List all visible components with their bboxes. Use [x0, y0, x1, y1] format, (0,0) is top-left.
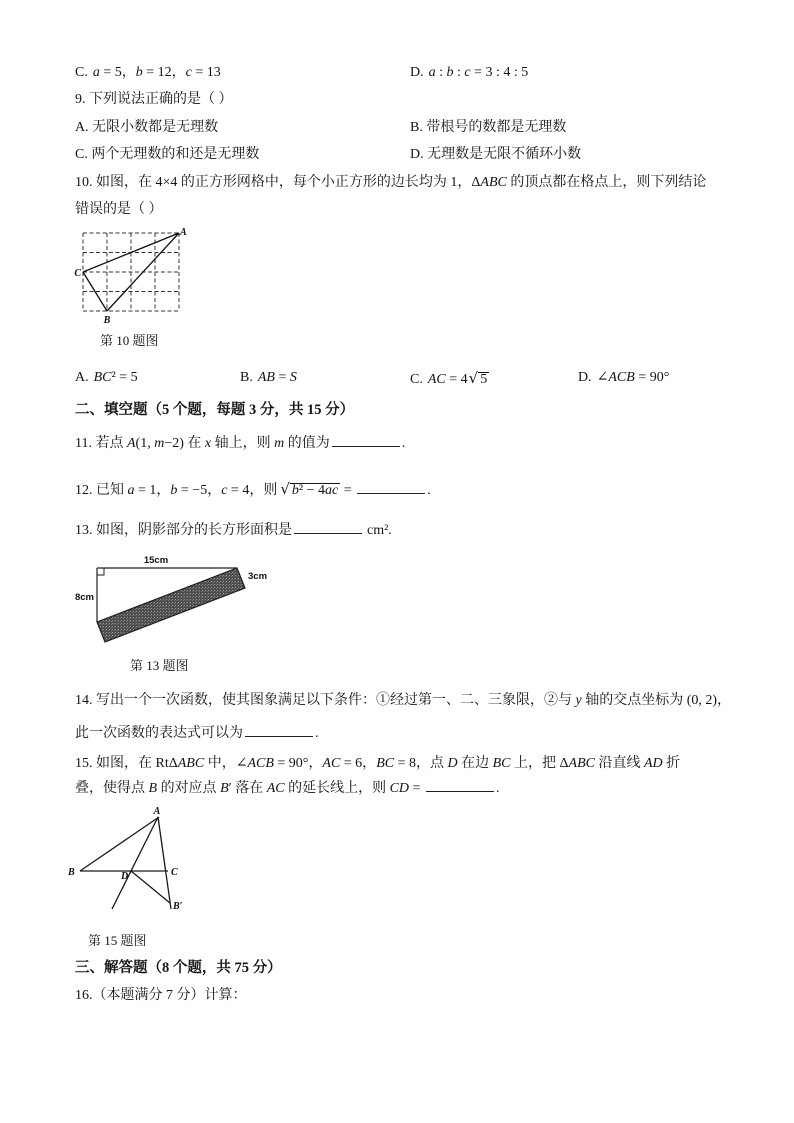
math-variable: y	[575, 693, 582, 708]
option-label: A.	[75, 370, 89, 385]
option-expression: a = 5，b = 12，c = 13	[92, 65, 221, 80]
vertex-label-b: B	[103, 315, 111, 326]
math-variable: c	[185, 65, 192, 80]
question-text: 11. 若点 A(1, m−2) 在 x 轴上，则 m 的值为	[75, 436, 330, 451]
math-variable: CD	[389, 781, 410, 796]
q8-option-c	[75, 63, 221, 83]
q13-rectangle-figure	[70, 548, 280, 650]
math-variable: A	[126, 436, 136, 451]
q10-stem-line-1: 10. 如图，在 4×4 的正方形网格中，每个小正方形的边长均为 1，ΔABC 的顶点都在格点上，则下列结论	[75, 175, 707, 190]
vertex-label-a: A	[180, 227, 187, 238]
q9-option-c: C. 两个无理数的和还是无理数	[75, 147, 260, 162]
question-text: 叠，使得点 B 的对应点 B′ 落在 AC 的延长线上，则 CD =	[75, 781, 421, 796]
option-label: D.	[410, 65, 424, 80]
vertex-label-c: C	[74, 268, 81, 279]
math-variable: AC	[266, 781, 285, 796]
math-variable: a	[127, 483, 135, 498]
math-variable: B	[148, 781, 158, 796]
option-expression: BC² = 5	[93, 370, 138, 385]
answer-blank	[357, 481, 425, 494]
segment-ba	[80, 817, 159, 871]
question-text: 13. 如图，阴影部分的长方形面积是	[75, 523, 292, 538]
vertex-label-d: D	[121, 871, 129, 882]
option-label: B.	[240, 370, 253, 385]
math-variable: c	[464, 65, 471, 80]
option-label: D.	[578, 370, 592, 385]
q15-fold-figure	[65, 805, 195, 920]
math-variable: c	[221, 483, 228, 498]
math-variable: b	[446, 65, 454, 80]
math-variable: ACB	[608, 370, 635, 385]
math-variable: D	[447, 756, 458, 771]
q15-figure-caption: 第 15 题图	[88, 933, 147, 948]
dimension-label-left: 8cm	[74, 592, 94, 603]
q15-line-2	[75, 779, 499, 799]
math-variable: ABC	[177, 756, 205, 771]
answer-blank	[426, 779, 494, 792]
math-variable: AD	[643, 756, 663, 771]
period: .	[401, 436, 406, 451]
math-variable: m	[274, 436, 285, 451]
q11	[75, 434, 405, 454]
q9-stem: 9. 下列说法正确的是（ ）	[75, 92, 233, 107]
right-triangle-prefix: Rt	[155, 756, 169, 771]
radicand: 5	[480, 372, 488, 387]
option-label: C.	[75, 65, 88, 80]
math-variable: AB	[257, 370, 275, 385]
option-expression: AC = 4	[427, 372, 468, 387]
vertex-label-b-prime: B′	[173, 901, 183, 912]
q10-option-d	[578, 368, 669, 388]
radical-sign: √	[468, 369, 479, 387]
math-variable: ABC	[568, 756, 595, 771]
period: .	[427, 483, 431, 498]
math-variable: S	[289, 370, 297, 385]
math-variable: b	[170, 483, 178, 498]
radical-sign: √	[280, 480, 290, 498]
q9-option-d: D. 无理数是无限不循环小数	[410, 147, 582, 162]
q10-option-c	[410, 368, 489, 388]
q14-line-2	[75, 724, 319, 744]
math-variable: a	[428, 65, 436, 80]
option-expression: AB = S	[257, 370, 297, 385]
period: .	[495, 781, 500, 796]
shaded-rectangle	[97, 568, 245, 642]
math-variable: ac	[324, 483, 339, 498]
radicand: b² − 4ac	[291, 483, 339, 498]
math-variable: AC	[322, 756, 341, 771]
q10-stem-line-2: 错误的是（ ）	[75, 202, 163, 217]
period: .	[315, 726, 319, 741]
q9-option-a: A. 无限小数都是无理数	[75, 120, 219, 135]
answer-blank	[294, 521, 362, 534]
dimension-label-top: 15cm	[143, 555, 169, 566]
figure-lines	[80, 817, 171, 909]
option-expression: a : b : c = 3 : 4 : 5	[428, 65, 529, 80]
vertex-label-b: B	[68, 867, 75, 878]
q16: 16.（本题满分 7 分）计算：	[75, 988, 247, 1003]
q10-grid-figure	[68, 224, 198, 326]
q10-figure-caption: 第 10 题图	[100, 333, 159, 348]
equals-sign: =	[343, 483, 352, 498]
math-variable: b	[135, 65, 143, 80]
vertex-label-c: C	[171, 867, 178, 878]
answer-blank	[245, 724, 313, 737]
math-variable: BC	[376, 756, 395, 771]
grid-lines	[83, 233, 179, 311]
math-variable: x	[204, 436, 212, 451]
q13	[75, 521, 392, 541]
math-variable: b	[291, 483, 299, 498]
q8-option-d	[410, 63, 528, 83]
math-variable: B	[220, 781, 229, 796]
q14-line-1: 14. 写出一个一次函数，使其图象满足以下条件：①经过第一、二、三象限，②与 y 轴的交点坐标为 (0, 2)，	[75, 693, 732, 708]
section-heading-answer: 三、解答题（8 个题，共 75 分）	[75, 960, 282, 976]
math-variable: ABC	[480, 175, 507, 190]
dimension-label-right: 3cm	[248, 571, 268, 582]
math-variable: a	[92, 65, 100, 80]
option-expression: ∠ACB = 90°	[596, 370, 670, 385]
q13-figure-caption: 第 13 题图	[130, 658, 189, 673]
vertex-label-a: A	[153, 806, 161, 817]
math-variable: AC	[427, 372, 446, 387]
question-text: 12. 已知 a = 1，b = −5，c = 4，则	[75, 483, 278, 498]
question-text: 此一次函数的表达式可以为	[75, 726, 243, 741]
math-variable: BC	[492, 756, 511, 771]
segment-db-prime	[131, 871, 170, 903]
q10-option-a	[75, 368, 138, 388]
question-text: 15. 如图，在	[75, 756, 156, 771]
math-variable: ACB	[247, 756, 274, 771]
answer-blank	[332, 434, 400, 447]
q9-option-b: B. 带根号的数都是无理数	[410, 120, 567, 135]
question-text: ΔABC 中，∠ACB = 90°，AC = 6，BC = 8，点 D 在边 BC 上，把 ΔABC 沿直线 AD 折	[168, 756, 681, 771]
option-label: C.	[410, 372, 423, 387]
section-heading-fill-blank: 二、填空题（5 个题，每题 3 分，共 15 分）	[75, 402, 355, 418]
math-variable: BC	[93, 370, 112, 385]
q15-line-1	[75, 754, 680, 774]
q12	[75, 479, 431, 499]
unit-label: cm².	[367, 523, 392, 538]
q10-option-b	[240, 368, 297, 388]
math-variable: m	[154, 436, 165, 451]
fold-line-ad	[112, 817, 158, 909]
right-angle-mark	[97, 568, 104, 575]
